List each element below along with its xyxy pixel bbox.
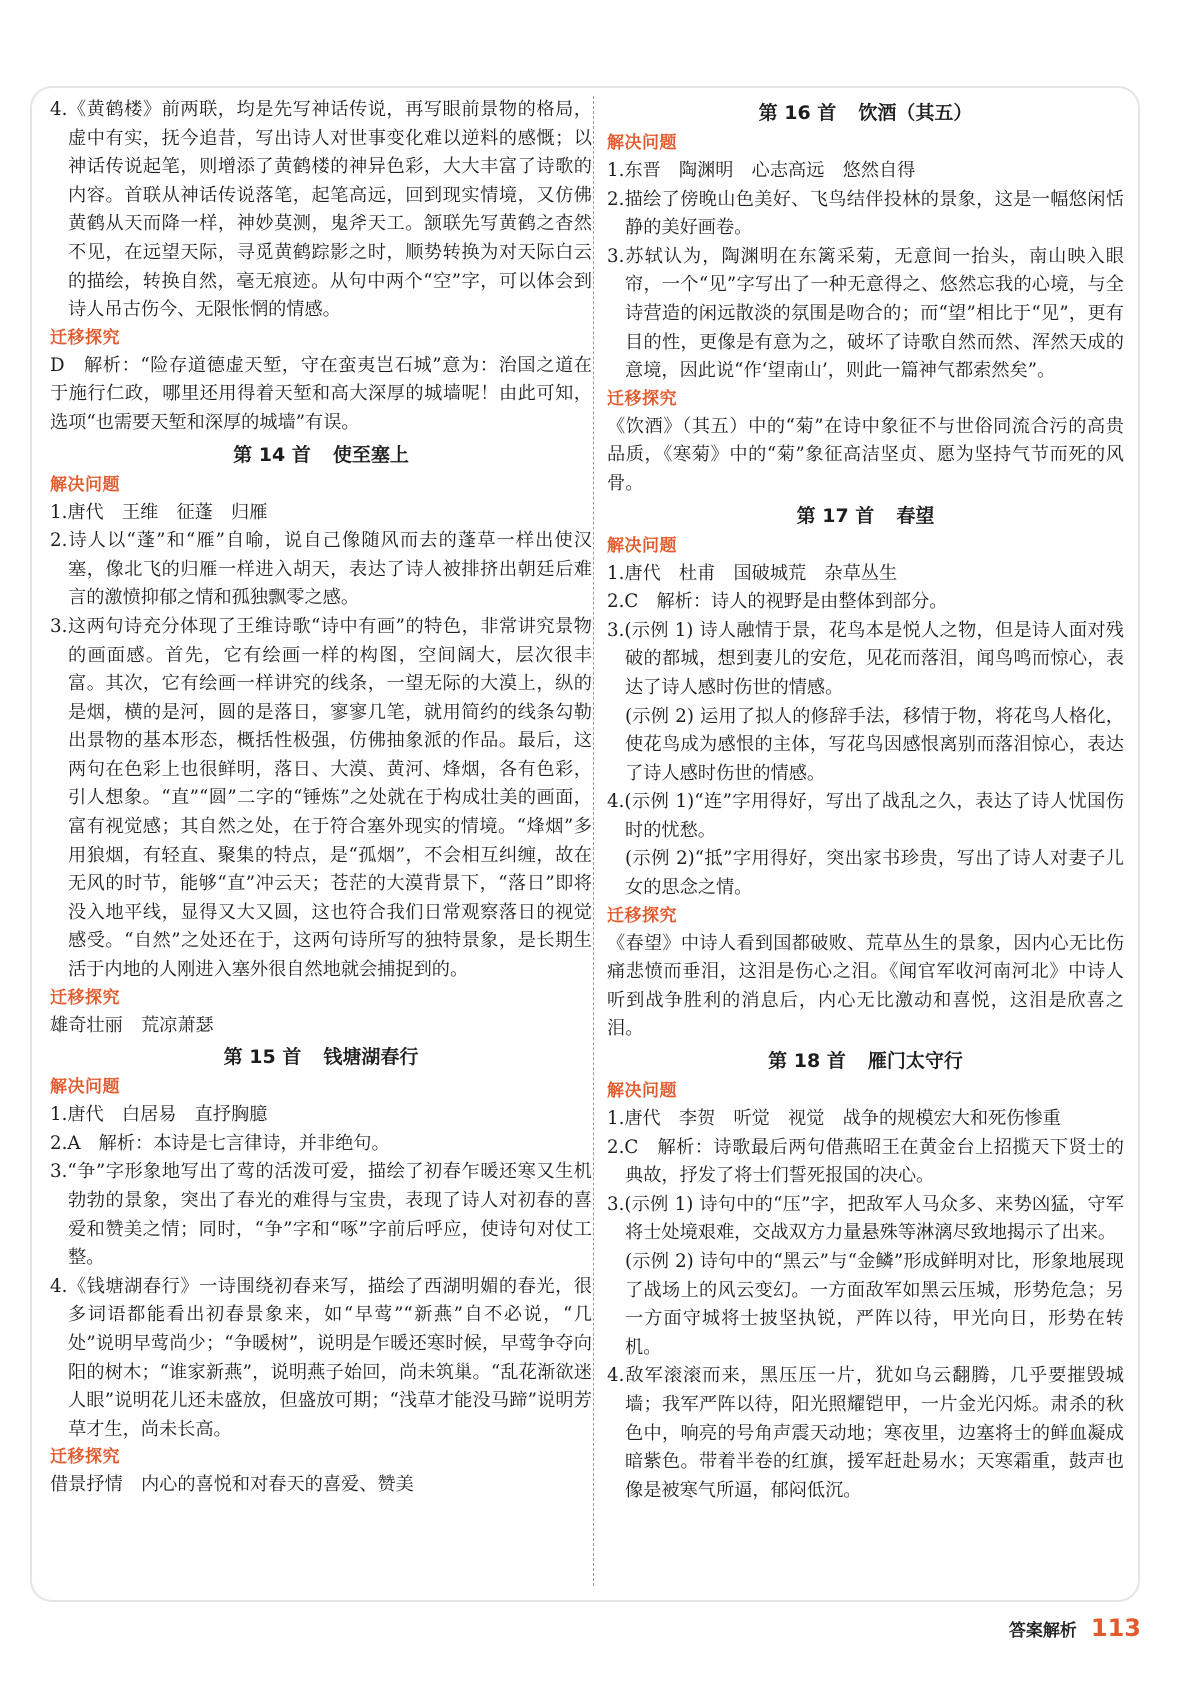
- poem18-heading: [607, 1046, 1124, 1076]
- poem16-q2-answer: 2.描绘了傍晚山色美好、飞鸟结伴投林的景象，这是一幅悠闲恬静的美好画卷。: [607, 188, 1124, 239]
- section-migration-explore: 迁移探究: [607, 905, 677, 926]
- poem17-migration-answer: 《春望》中诗人看到国都破败、荒草丛生的景象，因内心无比伤痛悲愤而垂泪，这泪是伤心之泪。《闻官军收河南河北》中诗人听到战争胜利的消息后，内心无比激动和喜悦，这泪是欣喜之泪。: [607, 932, 1124, 1040]
- poem17-number: 第 17 首: [796, 504, 875, 527]
- poem14-q2-answer: 2.诗人以“蓬”和“雁”自喻，说自己像随风而去的蓬草一样出使汉塞，像北飞的归雁一样进入胡天，表达了诗人被排挤出朝廷后难言的激愤抑郁之情和孤独飘零之感。: [50, 530, 592, 609]
- section-solve-problems: 解决问题: [50, 1077, 120, 1098]
- poem18-q2-answer: 2.C 解析：诗歌最后两句借燕昭王在黄金台上招揽天下贤士的典故，抒发了将士们誓死报国的决心。: [607, 1136, 1124, 1187]
- poem18-q3-example1: 3.(示例 1) 诗句中的“压”字，把敌军人马众多、来势凶猛，守军将士处境艰难，交战双方力量悬殊等淋漓尽致地揭示了出来。: [607, 1193, 1124, 1244]
- section-solve-problems: 解决问题: [607, 133, 677, 153]
- poem14-number: 第 14 首: [233, 443, 311, 466]
- poem18-q1-answer: 1.唐代 李贺 听觉 视觉 战争的规模宏大和死伤惨重: [607, 1108, 1061, 1130]
- poem18-q3-example2: (示例 2) 诗句中的“黑云”与“金鳞”形成鲜明对比，形象地展现了战场上的风云变幻。一方面敌军如黑云压城，形势危急；另一方面守城将士披坚执锐，严阵以待，甲光向日，形势在转机。: [625, 1251, 1124, 1358]
- poem17-name: 春望: [896, 504, 935, 527]
- poem15-q2-answer: 2.A 解析：本诗是七言律诗，并非绝句。: [50, 1132, 390, 1154]
- section-solve-problems: 解决问题: [607, 1081, 677, 1102]
- section-migration-explore: 迁移探究: [50, 327, 120, 348]
- poem14-q1-answer: 1.唐代 王维 征蓬 归雁: [50, 501, 268, 523]
- poem17-q3-example1: 3.(示例 1) 诗人融情于景，花鸟本是悦人之物，但是诗人面对残破的都城，想到妻儿的安危，见花而落泪，闻鸟鸣而惊心，表达了诗人感时伤世的情感。: [607, 619, 1124, 698]
- poem14-q3-answer: 3.这两句诗充分体现了王维诗歌“诗中有画”的特色，非常讲究景物的画面感。首先，它有绘画一样的构图，空间阔大，层次很丰富。其次，它有绘画一样讲究的线条，一望无际的大漠上，纵的是烟，横的是河，圆的是落日，寥寥几笔，就用简约的线条勾勒出景物的基本形态，概括性极强，仿佛抽象派的作品。最后，这两句在色彩上也很鲜明，落日、大漠、黄河、烽烟，各有色彩，引人想象。“直”“圆”二字的“锤炼”之处就在于构成壮美的画面，富有视觉感；其自然之处，在于符合塞外现实的情境。“烽烟”多用狼烟，有轻直、聚集的特点，是“孤烟”，不会相互纠缠，故在无风的时节，能够“直”冲云天；苍茫的大漠背景下，“落日”即将没入地平线，显得又大又圆，这也符合我们日常观察落日的视觉感受。“自然”之处还在于，这两句诗所写的独特景象，是长期生活于内地的人刚进入塞外很自然地就会捕捉到的。: [50, 615, 592, 981]
- poem17-q1-answer: 1.唐代 杜甫 国破城荒 杂草丛生: [607, 562, 898, 584]
- left-column: [50, 96, 592, 1500]
- section-migration-explore: 迁移探究: [607, 388, 677, 409]
- poem16-q1-answer: 1.东晋 陶渊明 心志高远 悠然自得: [607, 160, 916, 181]
- poem17-heading: [607, 501, 1124, 531]
- poem17-q4-example2: (示例 2)“抵”字用得好，突出家书珍贵，写出了诗人对妻子儿女的思念之情。: [625, 848, 1124, 899]
- poem18-number: 第 18 首: [768, 1050, 846, 1073]
- poem16-heading: [607, 98, 1124, 128]
- poem15-number: 第 15 首: [223, 1046, 302, 1069]
- poem13-q4-answer: 4.《黄鹤楼》前两联，均是先写神话传说，再写眼前景物的格局，虚中有实，抚今追昔，写出诗人对世事变化难以逆料的感慨；以神话传说起笔，则增添了黄鹤楼的神异色彩，大大丰富了诗歌的内容。首联从神话传说落笔，起笔高远，回到现实情境，又仿佛黄鹤从天而降一样，神妙莫测，鬼斧天工。颔联先写黄鹤之杳然不见，在远望天际，寻觅黄鹤踪影之时，顺势转换为对天际白云的描绘，转换自然，毫无痕迹。从句中两个“空”字，可以体会到诗人吊古伤今、无限怅惘的情感。: [50, 99, 592, 321]
- section-migration-explore: 迁移探究: [50, 1447, 120, 1468]
- poem15-q3-answer: 3.“争”字形象地写出了莺的活泼可爱，描绘了初春乍暖还寒又生机勃勃的景象，突出了春光的难得与宝贵，表现了诗人对初春的喜爱和赞美之情；同时，“争”字和“啄”字前后呼应，使诗句对仗工整。: [50, 1161, 592, 1269]
- column-divider: [593, 96, 594, 1586]
- poem16-name: 饮酒（其五）: [858, 102, 973, 124]
- poem14-migration-answer: 雄奇壮丽 荒凉萧瑟: [50, 1014, 214, 1036]
- section-solve-problems: 解决问题: [607, 535, 677, 556]
- poem15-migration-answer: 借景抒情 内心的喜悦和对春天的喜爱、赞美: [50, 1474, 414, 1496]
- poem13-migration-answer: D 解析：“险存道德虚天堑，守在蛮夷岂石城”意为：治国之道在于施行仁政，哪里还用得着天堑和高大深厚的城墙呢！由此可知，选项“也需要天堑和深厚的城墙”有误。: [50, 354, 592, 433]
- section-solve-problems: 解决问题: [50, 474, 120, 495]
- page-number: 113: [1090, 1614, 1141, 1642]
- poem15-heading: [50, 1042, 592, 1072]
- poem14-name: 使至塞上: [332, 443, 409, 466]
- poem17-q3-example2: (示例 2) 运用了拟人的修辞手法，移情于物，将花鸟人格化，使花鸟成为感恨的主体，写花鸟因感恨离别而落泪惊心，表达了诗人感时伤世的情感。: [625, 705, 1124, 784]
- page-footer: [1009, 1608, 1141, 1648]
- poem15-q1-answer: 1.唐代 白居易 直抒胸臆: [50, 1104, 268, 1126]
- poem17-q2-answer: 2.C 解析：诗人的视野是由整体到部分。: [607, 591, 948, 613]
- poem18-q4-answer: 4.敌军滚滚而来，黑压压一片，犹如乌云翻腾，几乎要摧毁城墙；我军严阵以待，阳光照耀铠甲，一片金光闪烁。肃杀的秋色中，响亮的号角声震天动地；寒夜里，边塞将士的鲜血凝成暗紫色。带着半卷的红旗，援军赶赴易水；天寒霜重，鼓声也像是被寒气所逼，郁闷低沉。: [607, 1365, 1124, 1501]
- poem14-heading: [50, 440, 592, 470]
- footer-section-label: 答案解析: [1008, 1620, 1077, 1641]
- poem16-q3-answer: 3.苏轼认为，陶渊明在东篱采菊，无意间一抬头，南山映入眼帘，一个“见”字写出了一种无意得之、悠然忘我的心境，与全诗营造的闲远散淡的氛围是吻合的；而“望”相比于“见”，更有目的性，更像是有意为之，破坏了诗歌自然而然、浑然天成的意境，因此说“作‘望南山’，则此一篇神气都索然矣”。: [607, 245, 1124, 382]
- section-migration-explore: 迁移探究: [50, 987, 120, 1008]
- poem17-q4-example1: 4.(示例 1)“连”字用得好，写出了战乱之久，表达了诗人忧国伤时的忧愁。: [607, 791, 1124, 841]
- poem15-q4-answer: 4.《钱塘湖春行》一诗围绕初春来写，描绘了西湖明媚的春光，很多词语都能看出初春景象来，如“早莺”“新燕”自不必说，“几处”说明早莺尚少；“争暖树”，说明是乍暖还寒时候，早莺争夺向阳的树木；“谁家新燕”，说明燕子始回，尚未筑巢。“乱花渐欲迷人眼”说明花儿还未盛放，但盛放可期；“浅草才能没马蹄”说明芳草才生，尚未长高。: [50, 1275, 592, 1440]
- poem18-name: 雁门太守行: [867, 1050, 963, 1073]
- poem15-name: 钱塘湖春行: [323, 1046, 419, 1069]
- right-column: [607, 96, 1124, 1505]
- poem16-number: 第 16 首: [758, 102, 837, 124]
- poem16-migration-answer: 《饮酒》（其五）中的“菊”在诗中象征不与世俗同流合污的高贵品质，《寒菊》中的“菊”象征高洁坚贞、愿为坚持气节而死的风骨。: [607, 415, 1124, 494]
